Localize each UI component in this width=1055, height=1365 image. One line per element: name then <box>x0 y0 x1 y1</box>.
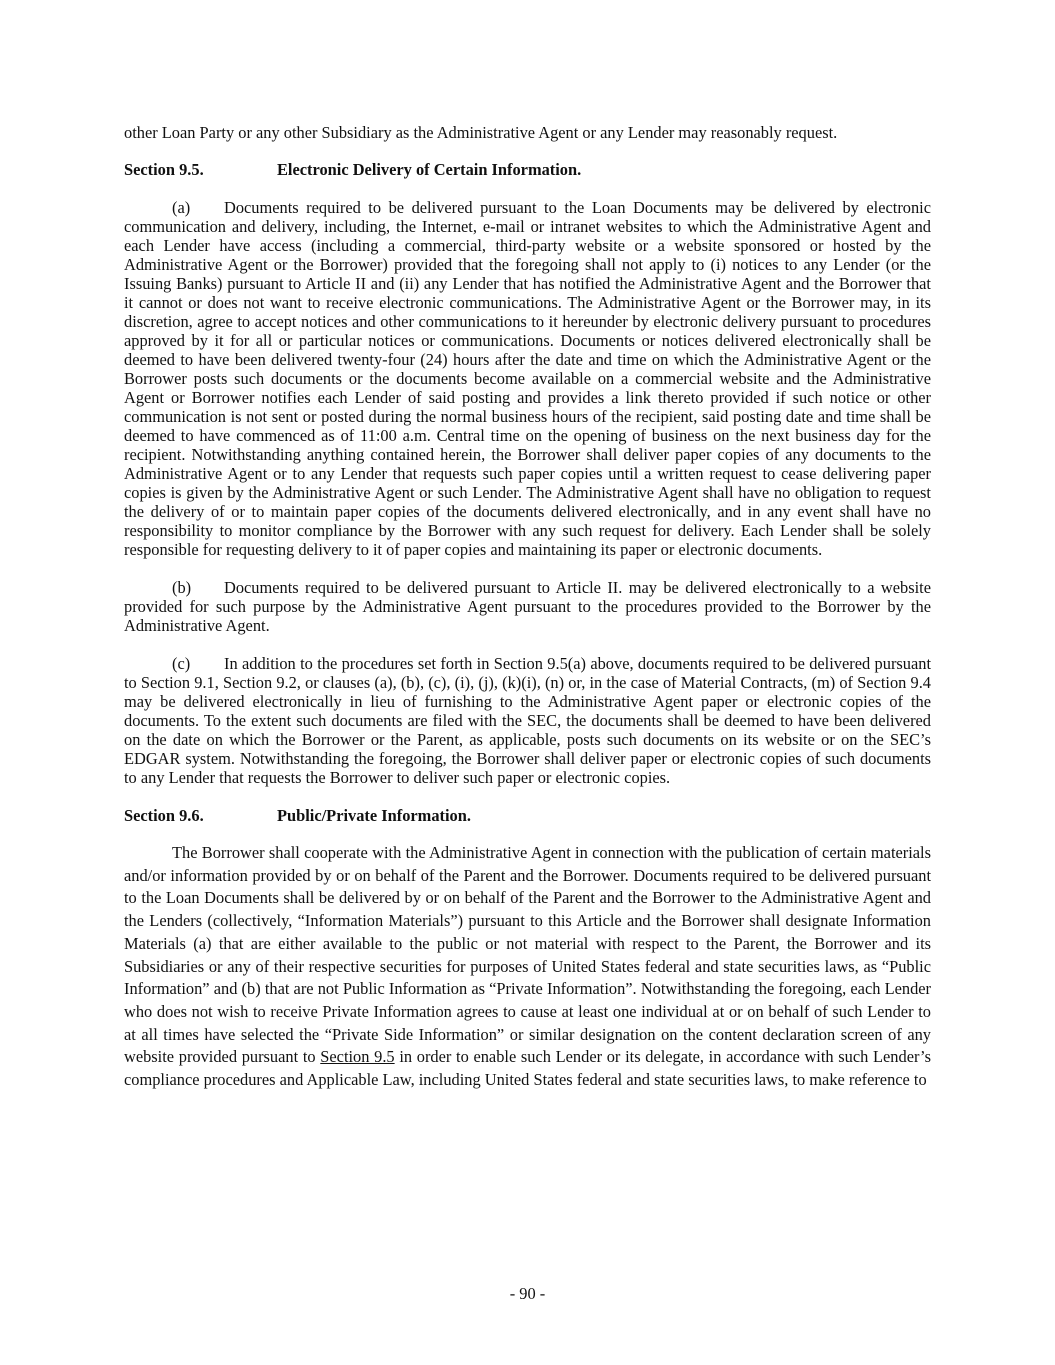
section-number: Section 9.6. <box>124 806 204 825</box>
paragraph-text: Documents required to be delivered pursuant to the Loan Documents may be delivered by electronic communication and delivery, including, the Internet, e-mail or intranet websites to which the Administrative Agent and each Lender have access (including a commercial, third-party website or a website sponsored or hosted by the Administrative Agent or the Borrower) provided that the foregoing shall not apply to (i) notices to any Lender (or the Issuing Banks) pursuant to Article II and (ii) any Lender that has notified the Administrative Agent and the Borrower that it cannot or does not want to receive electronic communications. The Administrative Agent or the Borrower may, in its discretion, agree to accept notices and other communications to it hereunder by electronic delivery pursuant to procedures approved by it for all or particular notices or communications. Documents or notices delivered electronically shall be deemed to have been delivered twenty-four (24) hours after the date and time on which the Administrative Agent or the Borrower posts such documents or the documents become available on a commercial website and the Administrative Agent or Borrower notifies each Lender of said posting and provides a link thereto provided if such notice or other communication is not sent or posted during the normal business hours of the recipient, said posting date and time shall be deemed to have commenced as of 11:00 a.m. Central time on the opening of business on the next business day for the recipient. Notwithstanding anything contained herein, the Borrower shall deliver paper copies of any documents to the Administrative Agent or to any Lender that requests such paper copies until a written request to cease delivering paper copies is given by the Administrative Agent or such Lender. The Administrative Agent shall have no obligation to request the delivery of or to maintain paper copies of the documents delivered electronically, and in any event shall have no responsibility to monitor compliance by the Borrower with any such request for delivery. Each Lender shall be solely responsible for requesting delivery to it of paper copies and maintaining its paper or electronic documents. <box>124 198 931 559</box>
paragraph-text: The Borrower shall cooperate with the Administrative Agent in connection with the publication of certain materials and/or information provided by or on behalf of the Parent and the Borrower. Documents required to be delivered pursuant to the Loan Documents shall be delivered by or on behalf of the Parent and the Borrower to the Administrative Agent and the Lenders (collectively, “Information Materials”) pursuant to this Article and the Borrower shall designate Information Materials (a) that are either available to the public or not material with respect to the Parent, the Borrower and its Subsidiaries or any of their respective securities for purposes of United States federal and state securities laws, as “Public Information” and (b) that are not Public Information as “Private Information”. Notwithstanding the foregoing, each Lender who does not wish to receive Private Information agrees to cause at least one individual at or on behalf of such Lender to at all times have selected the “Private Side Information” or similar designation on the content declaration screen of any website provided pursuant to <box>124 843 931 1067</box>
page-content <box>124 123 931 1092</box>
paragraph-text: Documents required to be delivered pursuant to Article II. may be delivered electronically to a website provided for such purpose by the Administrative Agent pursuant to the procedures provided to the Borrower by the Administrative Agent. <box>124 578 931 635</box>
paragraph-text: In addition to the procedures set forth in Section 9.5(a) above, documents required to be delivered pursuant to Section 9.1, Section 9.2, or clauses (a), (b), (c), (i), (j), (k)(i), (n) or, in the case of Material Contracts, (m) of Section 9.4 may be delivered electronically in lieu of furnishing to the Administrative Agent paper or electronic copies of the documents. To the extent such documents are filed with the SEC, the documents shall be deemed to have been delivered on the date on which the Borrower or the Parent, as applicable, posts such documents on its website or on the SEC’s EDGAR system. Notwithstanding the foregoing, the Borrower shall deliver paper or electronic copies of such documents to any Lender that requests the Borrower to deliver such paper or electronic copies. <box>124 654 931 787</box>
paragraph-b <box>124 578 931 635</box>
section-9-6-paragraph <box>124 842 931 1092</box>
paragraph-label: (b) <box>172 578 192 597</box>
section-number: Section 9.5. <box>124 160 204 179</box>
intro-paragraph: other Loan Party or any other Subsidiary as the Administrative Agent or any Lender may reasonably request. <box>124 123 838 142</box>
paragraph-label: (a) <box>172 198 191 217</box>
section-title: Electronic Delivery of Certain Information. <box>277 160 582 179</box>
paragraph-label: (c) <box>172 654 191 673</box>
paragraph-a <box>124 198 931 559</box>
section-9-6-heading <box>124 806 931 825</box>
section-title: Public/Private Information. <box>277 806 471 825</box>
paragraph-text-continued: in order to enable such Lender or its delegate, in accordance with such Lender’s compliance procedures and Applicable Law, including United States federal and state securities laws, to make reference to <box>124 1047 931 1090</box>
section-9-5-heading <box>124 160 931 179</box>
page-number: - 90 - <box>509 1284 546 1303</box>
paragraph-c <box>124 654 931 787</box>
section-9-5-reference: Section 9.5 <box>320 1047 395 1067</box>
